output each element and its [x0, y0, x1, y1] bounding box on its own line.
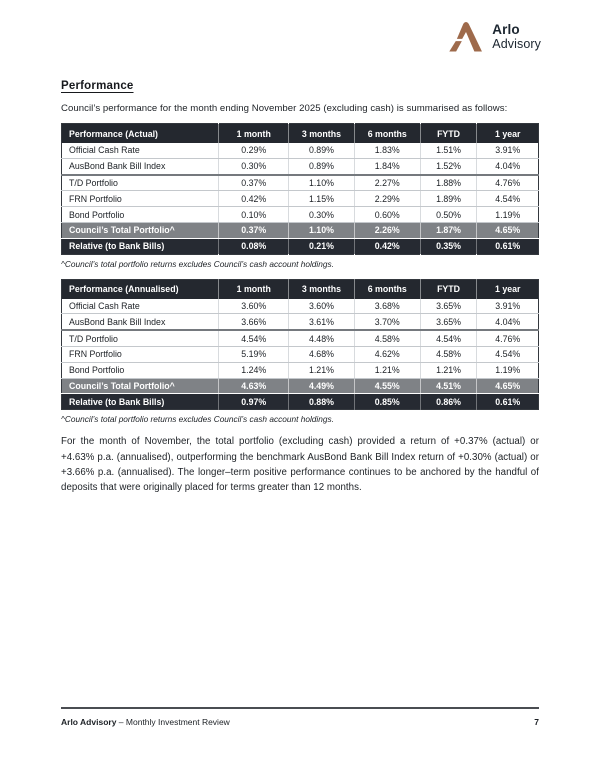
value-cell-fytd: 1.87% [420, 222, 477, 238]
performance-annualised-table [61, 279, 539, 411]
row-label: Relative (to Bank Bills) [62, 238, 219, 254]
value-cell-6-months: 4.55% [354, 378, 420, 394]
column-header-6-months: 6 months [354, 124, 420, 144]
value-cell-1-month: 4.54% [219, 330, 289, 346]
column-header-6-months: 6 months [354, 279, 420, 299]
table-row-ausbond-bank-bill-index [62, 314, 539, 330]
value-cell-fytd: 1.89% [420, 191, 477, 207]
value-cell-1-month: 1.24% [219, 362, 289, 378]
value-cell-1-year: 1.19% [477, 362, 539, 378]
value-cell-6-months: 4.62% [354, 346, 420, 362]
value-cell-3-months: 1.10% [289, 175, 355, 191]
value-cell-fytd: 1.88% [420, 175, 477, 191]
value-cell-6-months: 1.83% [354, 143, 420, 158]
value-cell-1-year: 1.19% [477, 207, 539, 223]
table-row-frn-portfolio [62, 191, 539, 207]
value-cell-1-month: 5.19% [219, 346, 289, 362]
row-label: Official Cash Rate [62, 299, 219, 314]
page-title: Performance [61, 80, 134, 92]
value-cell-3-months: 4.49% [289, 378, 355, 394]
table-row-t-d-portfolio [62, 330, 539, 346]
page-content [61, 80, 539, 496]
value-cell-3-months: 3.61% [289, 314, 355, 330]
value-cell-6-months: 1.21% [354, 362, 420, 378]
intro-text: Council’s performance for the month ending November 2025 (excluding cash) is summarised as follows: [61, 103, 508, 114]
brand-logo-text [492, 23, 541, 52]
row-label: T/D Portfolio [62, 330, 219, 346]
value-cell-3-months: 4.48% [289, 330, 355, 346]
column-header-3-months: 3 months [289, 124, 355, 144]
value-cell-fytd: 4.51% [420, 378, 477, 394]
value-cell-6-months: 0.42% [354, 238, 420, 254]
value-cell-1-month: 0.37% [219, 222, 289, 238]
value-cell-1-month: 0.97% [219, 394, 289, 410]
table-header-row [62, 279, 539, 299]
value-cell-1-year: 3.91% [477, 143, 539, 158]
table-row-official-cash-rate [62, 299, 539, 314]
value-cell-3-months: 1.15% [289, 191, 355, 207]
table-row-bond-portfolio [62, 207, 539, 223]
table-row-council-s-total-portfolio [62, 222, 539, 238]
row-label: Council’s Total Portfolio^ [62, 378, 219, 394]
value-cell-1-year: 4.76% [477, 175, 539, 191]
table-footnote: ^Council’s total portfolio returns excludes Council’s cash account holdings. [61, 258, 334, 269]
table-row-official-cash-rate [62, 143, 539, 158]
table-title: Performance (Annualised) [62, 279, 219, 299]
table-header-row [62, 124, 539, 144]
row-label: Official Cash Rate [62, 143, 219, 158]
column-header-1-year: 1 year [477, 124, 539, 144]
value-cell-6-months: 2.29% [354, 191, 420, 207]
row-label: Council’s Total Portfolio^ [62, 222, 219, 238]
column-header-1-year: 1 year [477, 279, 539, 299]
value-cell-3-months: 1.21% [289, 362, 355, 378]
brand-logo [447, 21, 541, 53]
table-row-ausbond-bank-bill-index [62, 158, 539, 174]
value-cell-3-months: 0.88% [289, 394, 355, 410]
commentary-paragraph: For the month of November, the total portfolio (excluding cash) provided a return of +0.37% (actual) or +4.63% p.a. (annualised), outperforming the benchmark AusBond Bank Bill Index return of +0.30% (actual) or +3.66% p.a. (annualised). The longer–term positive performance continues to be anchored by the handful of deposits that were originally placed for terms greater than 12 months. [61, 436, 539, 494]
value-cell-fytd: 0.35% [420, 238, 477, 254]
table-row-bond-portfolio [62, 362, 539, 378]
value-cell-3-months: 3.60% [289, 299, 355, 314]
value-cell-fytd: 1.51% [420, 143, 477, 158]
value-cell-3-months: 0.21% [289, 238, 355, 254]
value-cell-3-months: 0.30% [289, 207, 355, 223]
value-cell-1-year: 0.61% [477, 394, 539, 410]
page-number: 7 [534, 717, 539, 727]
footer-brand: Arlo Advisory [61, 717, 117, 727]
value-cell-1-year: 3.91% [477, 299, 539, 314]
brand-subname: Advisory [492, 37, 541, 51]
row-label: Relative (to Bank Bills) [62, 394, 219, 410]
table-row-relative-to-bank-bills [62, 238, 539, 254]
table-row-frn-portfolio [62, 346, 539, 362]
value-cell-1-year: 4.54% [477, 346, 539, 362]
column-header-fytd: FYTD [420, 279, 477, 299]
value-cell-1-year: 4.04% [477, 314, 539, 330]
value-cell-1-year: 0.61% [477, 238, 539, 254]
value-cell-fytd: 3.65% [420, 314, 477, 330]
footer-doc-name: – Monthly Investment Review [118, 717, 230, 727]
arlo-a-mark-icon [447, 21, 485, 53]
value-cell-6-months: 4.58% [354, 330, 420, 346]
table-row-council-s-total-portfolio [62, 378, 539, 394]
performance-actual-table [61, 123, 539, 255]
value-cell-1-month: 0.42% [219, 191, 289, 207]
value-cell-1-month: 0.30% [219, 158, 289, 174]
column-header-3-months: 3 months [289, 279, 355, 299]
value-cell-1-month: 0.37% [219, 175, 289, 191]
value-cell-fytd: 0.86% [420, 394, 477, 410]
value-cell-6-months: 3.68% [354, 299, 420, 314]
value-cell-6-months: 0.85% [354, 394, 420, 410]
table-title: Performance (Actual) [62, 124, 219, 144]
value-cell-3-months: 4.68% [289, 346, 355, 362]
value-cell-1-month: 0.10% [219, 207, 289, 223]
column-header-fytd: FYTD [420, 124, 477, 144]
value-cell-6-months: 3.70% [354, 314, 420, 330]
value-cell-6-months: 0.60% [354, 207, 420, 223]
value-cell-3-months: 0.89% [289, 158, 355, 174]
value-cell-fytd: 4.54% [420, 330, 477, 346]
value-cell-3-months: 0.89% [289, 143, 355, 158]
value-cell-1-month: 3.60% [219, 299, 289, 314]
column-header-1-month: 1 month [219, 124, 289, 144]
table-row-relative-to-bank-bills [62, 394, 539, 410]
row-label: T/D Portfolio [62, 175, 219, 191]
value-cell-fytd: 1.52% [420, 158, 477, 174]
value-cell-fytd: 3.65% [420, 299, 477, 314]
row-label: Bond Portfolio [62, 207, 219, 223]
value-cell-1-year: 4.54% [477, 191, 539, 207]
value-cell-6-months: 2.27% [354, 175, 420, 191]
value-cell-1-month: 3.66% [219, 314, 289, 330]
page-footer [61, 707, 539, 727]
value-cell-1-month: 4.63% [219, 378, 289, 394]
value-cell-1-year: 4.04% [477, 158, 539, 174]
brand-name: Arlo [492, 21, 520, 37]
value-cell-1-year: 4.65% [477, 222, 539, 238]
table-row-t-d-portfolio [62, 175, 539, 191]
value-cell-fytd: 4.58% [420, 346, 477, 362]
table-footnote: ^Council’s total portfolio returns excludes Council’s cash account holdings. [61, 414, 334, 425]
footer-title [61, 717, 230, 727]
value-cell-6-months: 1.84% [354, 158, 420, 174]
value-cell-1-month: 0.08% [219, 238, 289, 254]
value-cell-fytd: 1.21% [420, 362, 477, 378]
row-label: FRN Portfolio [62, 191, 219, 207]
row-label: Bond Portfolio [62, 362, 219, 378]
value-cell-1-year: 4.76% [477, 330, 539, 346]
row-label: AusBond Bank Bill Index [62, 158, 219, 174]
value-cell-1-year: 4.65% [477, 378, 539, 394]
value-cell-3-months: 1.10% [289, 222, 355, 238]
row-label: FRN Portfolio [62, 346, 219, 362]
value-cell-6-months: 2.26% [354, 222, 420, 238]
row-label: AusBond Bank Bill Index [62, 314, 219, 330]
column-header-1-month: 1 month [219, 279, 289, 299]
value-cell-fytd: 0.50% [420, 207, 477, 223]
value-cell-1-month: 0.29% [219, 143, 289, 158]
